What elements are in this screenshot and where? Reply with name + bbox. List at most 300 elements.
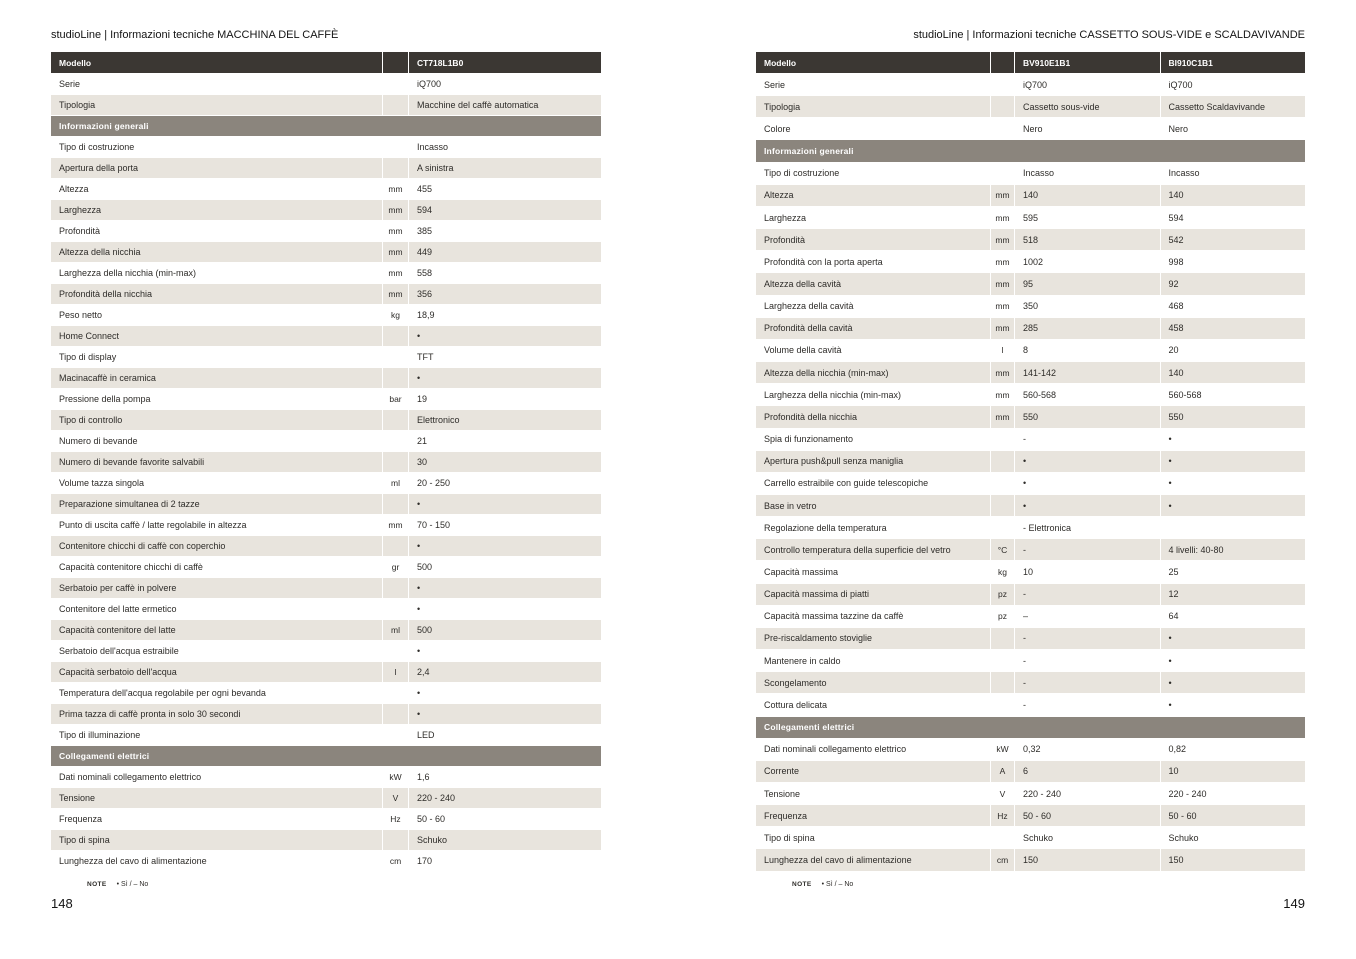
spec-value: Schuko [1160, 827, 1306, 848]
spec-value: LED [408, 725, 601, 745]
spec-value: 455 [408, 179, 601, 199]
spec-label: Prima tazza di caffè pronta in solo 30 secondi [59, 709, 241, 719]
spec-unit: ml [382, 620, 408, 640]
spec-label: Tipo di controllo [59, 415, 123, 425]
spec-row [756, 473, 1305, 495]
spec-value: iQ700 [1160, 74, 1306, 95]
spec-value: Cassetto Scaldavivande [1160, 96, 1306, 117]
spec-unit: Hz [382, 809, 408, 829]
spec-row [756, 761, 1305, 783]
spec-value: 560-568 [1014, 384, 1160, 405]
spec-row [51, 158, 601, 179]
spec-row [756, 429, 1305, 451]
spec-label: Preparazione simultanea di 2 tazze [59, 499, 200, 509]
section-header-row [51, 116, 601, 137]
spec-value: • [408, 536, 601, 556]
spec-label: Colore [764, 123, 791, 134]
spec-row [756, 517, 1305, 539]
spec-row [51, 368, 601, 389]
spec-row [756, 672, 1305, 694]
spec-value: • [1160, 429, 1306, 450]
spec-value: 560-568 [1160, 384, 1306, 405]
spec-row [51, 830, 601, 851]
spec-label: Capacità serbatoio dell'acqua [59, 667, 177, 677]
spec-row [51, 767, 601, 788]
spec-value: Nero [1160, 118, 1306, 139]
note-line [87, 881, 148, 888]
spec-value: 12 [1160, 584, 1306, 605]
spec-row [51, 200, 601, 221]
spec-value: 385 [408, 221, 601, 241]
spec-value: TFT [408, 347, 601, 367]
spec-label: Macinacaffè in ceramica [59, 373, 156, 383]
spec-label: Tensione [764, 788, 801, 799]
page-title: studioLine | Informazioni tecniche CASSETTO SOUS-VIDE e SCALDAVIVANDE [913, 29, 1305, 41]
spec-unit [382, 494, 408, 514]
spec-label: Mantenere in caldo [764, 655, 841, 666]
model-number: CT718L1B0 [408, 52, 601, 73]
spec-value: 220 - 240 [1014, 783, 1160, 804]
spec-label: Dati nominali collegamento elettrico [59, 772, 202, 782]
spec-value: 500 [408, 557, 601, 577]
spec-row [756, 229, 1305, 251]
spec-label: Profondità con la porta aperta [764, 256, 883, 267]
spec-row [756, 827, 1305, 849]
spec-value: • [408, 326, 601, 346]
spec-unit [382, 683, 408, 703]
spec-row [51, 809, 601, 830]
spec-value: 10 [1014, 561, 1160, 582]
spec-value: 220 - 240 [408, 788, 601, 808]
spec-label: Frequenza [764, 810, 808, 821]
spec-value: Cassetto sous-vide [1014, 96, 1160, 117]
spec-label: Larghezza della nicchia (min-max) [59, 268, 197, 278]
spec-row [51, 725, 601, 746]
spec-value: 500 [408, 620, 601, 640]
spec-value: 542 [1160, 229, 1306, 250]
spec-row [756, 805, 1305, 827]
spec-value: • [1160, 650, 1306, 671]
spec-label: Profondità della nicchia [764, 411, 858, 422]
spec-value: - Elettronica [1014, 517, 1160, 538]
spec-unit: bar [382, 389, 408, 409]
spec-unit [990, 429, 1014, 450]
spec-unit: mm [990, 251, 1014, 272]
spec-unit [382, 830, 408, 850]
spec-row [756, 650, 1305, 672]
spec-label: Spia di funzionamento [764, 434, 854, 445]
spec-value: • [1014, 451, 1160, 472]
spec-value: iQ700 [1014, 74, 1160, 95]
spec-row [756, 273, 1305, 295]
spec-row [51, 221, 601, 242]
spec-row [756, 74, 1305, 96]
spec-unit [382, 704, 408, 724]
spec-label: Home Connect [59, 331, 120, 341]
spec-row [756, 849, 1305, 871]
spec-value: • [408, 368, 601, 388]
spec-value: - [1014, 672, 1160, 693]
spec-row [51, 473, 601, 494]
spec-label: Pressione della pompa [59, 394, 151, 404]
spec-label: Capacità massima tazzine da caffè [764, 611, 904, 622]
spec-label: Altezza [59, 184, 89, 194]
spec-row [756, 118, 1305, 140]
spec-value: 70 - 150 [408, 515, 601, 535]
section-title: Collegamenti elettrici [59, 751, 150, 761]
spec-value: • [408, 578, 601, 598]
spec-row [756, 584, 1305, 606]
spec-row [756, 96, 1305, 118]
spec-label: Larghezza [764, 212, 807, 223]
spec-unit [990, 827, 1014, 848]
note-label: NOTE [87, 881, 107, 888]
spec-label: Profondità [59, 226, 101, 236]
spec-label: Temperatura dell'acqua regolabile per ogni bevanda [59, 688, 266, 698]
spec-unit: mm [382, 515, 408, 535]
spec-label: Profondità della cavità [764, 323, 853, 334]
catalog-page-left [51, 0, 601, 959]
spec-value: 350 [1014, 296, 1160, 317]
spec-label: Regolazione della temperatura [764, 522, 887, 533]
spec-unit [990, 163, 1014, 184]
spec-label: Serbatoio per caffè in polvere [59, 583, 177, 593]
spec-unit [382, 410, 408, 430]
spec-label: Capacità contenitore chicchi di caffè [59, 562, 203, 572]
spec-unit [382, 452, 408, 472]
spec-label: Lunghezza del cavo di alimentazione [59, 856, 207, 866]
spec-label: Corrente [764, 766, 800, 777]
spec-unit: kg [382, 305, 408, 325]
spec-unit [990, 517, 1014, 538]
spec-row [756, 384, 1305, 406]
spec-value: - [1014, 584, 1160, 605]
spec-unit [382, 641, 408, 661]
spec-value: 50 - 60 [408, 809, 601, 829]
spec-value: - [1014, 628, 1160, 649]
spec-row [756, 163, 1305, 185]
spec-row [51, 536, 601, 557]
spec-unit [382, 95, 408, 115]
spec-value: 50 - 60 [1014, 805, 1160, 826]
spec-unit [990, 473, 1014, 494]
spec-label: Volume tazza singola [59, 478, 145, 488]
spec-value: 6 [1014, 761, 1160, 782]
spec-unit: mm [382, 179, 408, 199]
spec-value: 20 - 250 [408, 473, 601, 493]
spec-unit: pz [990, 584, 1014, 605]
spec-row [756, 362, 1305, 384]
catalog-page-right [756, 0, 1305, 959]
spec-row [756, 318, 1305, 340]
spec-value: 64 [1160, 606, 1306, 627]
unit-column-header [990, 52, 1014, 73]
spec-label: Altezza della cavità [764, 278, 842, 289]
spec-value: Macchine del caffè automatica [408, 95, 601, 115]
spec-row [51, 788, 601, 809]
spec-value: Schuko [408, 830, 601, 850]
spec-value: 449 [408, 242, 601, 262]
unit-column-header [382, 52, 408, 73]
spec-row [51, 683, 601, 704]
spec-unit [990, 96, 1014, 117]
spec-unit [990, 694, 1014, 715]
spec-value [1160, 517, 1306, 538]
spec-value: 150 [1160, 849, 1306, 870]
spec-row [51, 431, 601, 452]
spec-label: Profondità della nicchia [59, 289, 153, 299]
spec-unit: mm [990, 185, 1014, 206]
spec-value: 558 [408, 263, 601, 283]
spec-value: 30 [408, 452, 601, 472]
spec-unit: gr [382, 557, 408, 577]
spec-value: - [1014, 694, 1160, 715]
spec-value: • [1160, 451, 1306, 472]
spec-unit: l [990, 340, 1014, 361]
spec-value: 150 [1014, 849, 1160, 870]
spec-value: 25 [1160, 561, 1306, 582]
spec-value: Incasso [1014, 163, 1160, 184]
page-number: 148 [51, 896, 73, 911]
spec-unit: pz [990, 606, 1014, 627]
spec-label: Tipo di spina [59, 835, 110, 845]
spec-row [51, 179, 601, 200]
spec-unit [990, 650, 1014, 671]
spec-label: Serbatoio dell'acqua estraibile [59, 646, 179, 656]
spec-label: Profondità [764, 234, 806, 245]
spec-label: Apertura push&pull senza maniglia [764, 456, 904, 467]
spec-value: - [1014, 650, 1160, 671]
spec-row [51, 557, 601, 578]
spec-row [756, 495, 1305, 517]
spec-label: Pre-riscaldamento stoviglie [764, 633, 873, 644]
spec-row [756, 539, 1305, 561]
spec-label: Capacità contenitore del latte [59, 625, 176, 635]
spec-label: Tipo di costruzione [59, 142, 135, 152]
spec-row [756, 739, 1305, 761]
model-number: BI910C1B1 [1160, 52, 1306, 73]
spec-unit: mm [990, 273, 1014, 294]
spec-value: 4 livelli: 40-80 [1160, 539, 1306, 560]
spec-value: • [1014, 473, 1160, 494]
spec-value: - [1014, 539, 1160, 560]
spec-unit [990, 451, 1014, 472]
spec-unit [382, 137, 408, 157]
spec-label: Lunghezza del cavo di alimentazione [764, 855, 912, 866]
spec-value: • [408, 599, 601, 619]
spec-value: A sinistra [408, 158, 601, 178]
note-legend: • Sì / – No [116, 881, 149, 888]
spec-row [51, 284, 601, 305]
spec-value: 518 [1014, 229, 1160, 250]
spec-unit: kg [990, 561, 1014, 582]
spec-label: Larghezza della cavità [764, 301, 854, 312]
spec-value: • [408, 683, 601, 703]
spec-unit [382, 326, 408, 346]
spec-value: 140 [1014, 185, 1160, 206]
spec-table-sous-vide-drawer [756, 52, 1305, 872]
spec-unit [990, 118, 1014, 139]
spec-value: • [1160, 628, 1306, 649]
spec-unit: Hz [990, 805, 1014, 826]
page-number: 149 [1283, 896, 1305, 911]
spec-label: Frequenza [59, 814, 103, 824]
spec-label: Tipologia [59, 100, 96, 110]
spec-label: Apertura della porta [59, 163, 139, 173]
section-title: Collegamenti elettrici [764, 722, 855, 733]
spec-label: Capacità massima [764, 567, 839, 578]
spec-unit: °C [990, 539, 1014, 560]
spec-value: 594 [1160, 207, 1306, 228]
spec-label: Carrello estraibile con guide telescopiche [764, 478, 929, 489]
note-label: NOTE [792, 881, 812, 888]
model-number: BV910E1B1 [1014, 52, 1160, 73]
model-column-header: Modello [59, 57, 92, 68]
spec-value: 170 [408, 851, 601, 871]
spec-value: 0,82 [1160, 739, 1306, 760]
spec-unit: mm [990, 296, 1014, 317]
spec-value: 356 [408, 284, 601, 304]
spec-label: Cottura delicata [764, 699, 828, 710]
spec-row [756, 606, 1305, 628]
spec-label: Larghezza [59, 205, 102, 215]
spec-unit: cm [382, 851, 408, 871]
spec-label: Larghezza della nicchia (min-max) [764, 389, 902, 400]
spec-unit: mm [382, 242, 408, 262]
spec-unit [382, 368, 408, 388]
spec-unit: mm [990, 384, 1014, 405]
spec-unit: kW [990, 739, 1014, 760]
spec-value: 8 [1014, 340, 1160, 361]
spec-table-coffee-machine [51, 52, 601, 872]
spec-unit [382, 431, 408, 451]
spec-value: • [408, 494, 601, 514]
spec-value: 458 [1160, 318, 1306, 339]
spec-row [756, 207, 1305, 229]
spec-unit: mm [382, 284, 408, 304]
spec-row [51, 515, 601, 536]
spec-value: • [1160, 473, 1306, 494]
spec-row [756, 451, 1305, 473]
spec-value: 0,32 [1014, 739, 1160, 760]
spec-value: 998 [1160, 251, 1306, 272]
spec-label: Serie [59, 79, 81, 89]
spec-unit: mm [990, 207, 1014, 228]
spec-label: Altezza della nicchia [59, 247, 141, 257]
spec-label: Volume della cavità [764, 345, 842, 356]
spec-unit [382, 536, 408, 556]
spec-unit: mm [382, 263, 408, 283]
spec-value: • [1160, 672, 1306, 693]
spec-value: 1002 [1014, 251, 1160, 272]
spec-value: 20 [1160, 340, 1306, 361]
spec-label: Contenitore chicchi di caffè con coperchio [59, 541, 226, 551]
spec-value: 220 - 240 [1160, 783, 1306, 804]
spec-label: Scongelamento [764, 677, 827, 688]
spec-value: 18,9 [408, 305, 601, 325]
spec-unit [990, 74, 1014, 95]
spec-row [51, 662, 601, 683]
spec-value: 2,4 [408, 662, 601, 682]
spec-row [51, 410, 601, 431]
spec-row [756, 251, 1305, 273]
spec-value: Nero [1014, 118, 1160, 139]
spec-unit [382, 599, 408, 619]
spec-label: Dati nominali collegamento elettrico [764, 744, 907, 755]
spec-unit: mm [990, 229, 1014, 250]
spec-value: 92 [1160, 273, 1306, 294]
spec-value: Incasso [1160, 163, 1306, 184]
spec-label: Base in vetro [764, 500, 817, 511]
spec-row [756, 628, 1305, 650]
spec-row [51, 137, 601, 158]
spec-value: • [1160, 694, 1306, 715]
spec-value: • [1014, 495, 1160, 516]
spec-label: Contenitore del latte ermetico [59, 604, 177, 614]
spec-label: Peso netto [59, 310, 103, 320]
spec-row [51, 494, 601, 515]
spec-row [51, 620, 601, 641]
spec-row [756, 185, 1305, 207]
note-line [792, 881, 853, 888]
spec-value: Incasso [408, 137, 601, 157]
section-title: Informazioni generali [59, 121, 149, 131]
spec-row [51, 851, 601, 872]
spec-label: Tipo di spina [764, 832, 815, 843]
spec-label: Capacità massima di piatti [764, 589, 870, 600]
spec-label: Tipo di costruzione [764, 168, 840, 179]
spec-label: Tipo di display [59, 352, 117, 362]
spec-value: - [1014, 429, 1160, 450]
spec-value: 594 [408, 200, 601, 220]
spec-row [51, 74, 601, 95]
spec-row [756, 783, 1305, 805]
spec-label: Altezza [764, 190, 794, 201]
spec-unit: ml [382, 473, 408, 493]
spec-value: 95 [1014, 273, 1160, 294]
spec-unit: mm [990, 362, 1014, 383]
section-title: Informazioni generali [764, 146, 854, 157]
spec-row [51, 599, 601, 620]
spec-label: Controllo temperatura della superficie del vetro [764, 544, 951, 555]
spec-value: 21 [408, 431, 601, 451]
spec-value: – [1014, 606, 1160, 627]
spec-unit [990, 495, 1014, 516]
model-column-header: Modello [764, 57, 797, 68]
section-header-row [756, 717, 1305, 739]
spec-label: Numero di bevande favorite salvabili [59, 457, 205, 467]
spec-value: • [408, 704, 601, 724]
spec-unit [382, 347, 408, 367]
spec-unit [990, 628, 1014, 649]
table-header-row [51, 52, 601, 74]
spec-row [756, 406, 1305, 428]
spec-unit: mm [990, 406, 1014, 427]
spec-label: Punto di uscita caffè / latte regolabile in altezza [59, 520, 247, 530]
spec-unit [382, 74, 408, 94]
spec-row [756, 561, 1305, 583]
page-title: studioLine | Informazioni tecniche MACCHINA DEL CAFFÈ [51, 29, 339, 41]
spec-unit: l [382, 662, 408, 682]
spec-label: Tensione [59, 793, 96, 803]
spec-unit: cm [990, 849, 1014, 870]
spec-row [756, 296, 1305, 318]
spec-label: Numero di bevande [59, 436, 138, 446]
spec-row [51, 704, 601, 725]
spec-unit: V [382, 788, 408, 808]
spec-value: 1,6 [408, 767, 601, 787]
spec-value: 468 [1160, 296, 1306, 317]
